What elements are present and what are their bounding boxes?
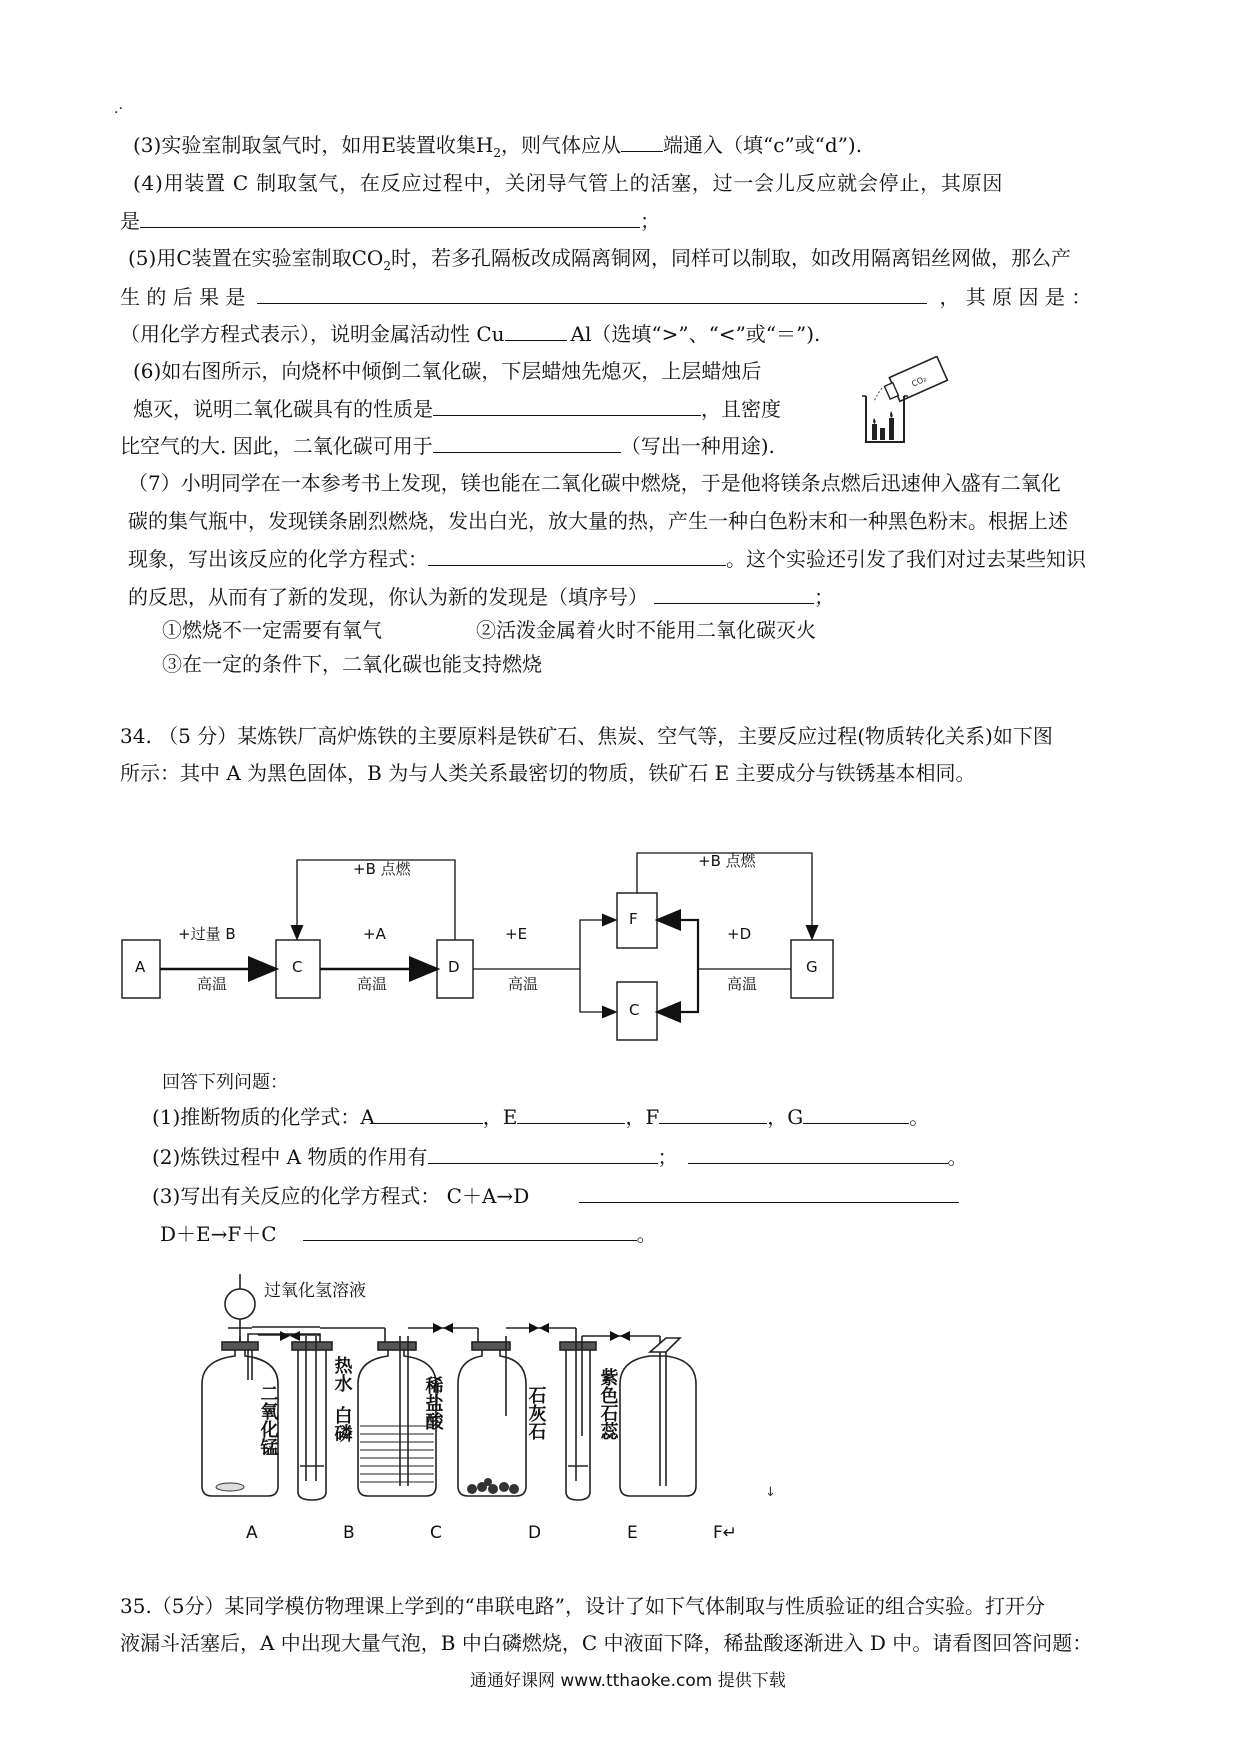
q33-part7-text-a: 现象，写出该反应的化学方程式： <box>128 547 428 571</box>
label-arrow3-top: +E <box>505 925 528 943</box>
label-arrow4-bottom: 高温 <box>727 975 758 993</box>
q33-part4-blank[interactable] <box>140 207 640 228</box>
q34-sub1-text-f: ，F <box>625 1105 660 1129</box>
q34-sub1-text-a: (1)推断物质的化学式：A <box>152 1105 375 1129</box>
q33-part7-discovery-blank[interactable] <box>654 583 814 604</box>
co2-beaker-figure <box>858 356 958 446</box>
q34-sub1-text-e: ，E <box>482 1105 518 1129</box>
q33-part5-consequence-blank[interactable] <box>257 283 927 304</box>
q33-part6-text-c: 比空气的大. 因此，二氧化碳可用于 <box>120 434 433 458</box>
apparatus-letter-B: B <box>343 1523 355 1543</box>
q33-part5-text-a: (5)用C装置在实验室制取CO <box>128 246 384 270</box>
q33-part6-line2 <box>133 395 781 422</box>
q33-part6-text-b: ，且密度 <box>701 397 781 421</box>
q33-part3-text-b: ，则气体应从 <box>501 133 622 157</box>
q33-part5-text-c: （用化学方程式表示），说明金属活动性 Cu <box>120 322 505 346</box>
tube-E <box>566 1348 590 1500</box>
q33-part6-line1: (6)如右图所示，向烧杯中倾倒二氧化碳，下层蜡烛先熄灭，上层蜡烛后 <box>133 359 762 383</box>
box-F-label: F <box>629 910 638 928</box>
q34-blank-F[interactable] <box>659 1103 767 1124</box>
co2-bottle-label: CO₂ <box>910 374 928 389</box>
page-footer: 通通好课网 www.tthaoke.com 提供下载 <box>470 1671 786 1691</box>
q33-part6-text-a: 熄灭，说明二氧化碳具有的性质是 <box>133 397 433 421</box>
q33-part5-line1 <box>128 245 1071 279</box>
q35-stem-line2: 液漏斗活塞后，A 中出现大量气泡，B 中白磷燃烧，C 中液面下降，稀盐酸逐渐进入 D 中。请看图回答问题： <box>120 1631 1093 1655</box>
apparatus-letter-C: C <box>430 1523 442 1543</box>
label-top-right: +B 点燃 <box>698 852 756 870</box>
q33-part5-text-b: 时，若多孔隔板改成隔离铜网，同样可以制取，如改用隔离铝丝网做，那么产 <box>390 246 1071 270</box>
bottle-F <box>620 1356 696 1496</box>
q33-part7-equation-blank[interactable] <box>428 545 726 566</box>
q33-part7-line2: 碳的集气瓶中，发现镁条剧烈燃烧，发出白光，放大量的热，产生一种白色粉末和一种黑色粉末。根据上述 <box>128 509 1068 533</box>
separatory-funnel <box>225 1289 255 1319</box>
q33-part3-sub: 2 <box>493 146 502 160</box>
q34-sub2-sep: ； <box>657 1145 678 1169</box>
q34-sub3-line2 <box>160 1220 657 1247</box>
q35-stem-line1: 35.（5分）某同学模仿物理课上学到的“串联电路”，设计了如下气体制取与性质验证的组合实验。打开分 <box>120 1594 1045 1618</box>
q34-prompt: 回答下列问题： <box>162 1072 288 1093</box>
q33-part7-text-b: 。这个实验还引发了我们对过去某些知识 <box>726 547 1086 571</box>
q33-part6-use-blank[interactable] <box>433 432 621 453</box>
label-top-left: +B 点燃 <box>353 860 411 878</box>
box-D-label: D <box>448 958 460 976</box>
q33-part4-end: ； <box>640 209 660 233</box>
label-arrow1-top: +过量 B <box>178 925 236 943</box>
q33-part6-property-blank[interactable] <box>433 395 701 416</box>
q33-part4-line2 <box>120 207 660 234</box>
q34-sub3 <box>152 1182 959 1209</box>
box-A-label: A <box>135 958 146 976</box>
q33-part3-blank[interactable] <box>621 131 663 152</box>
q34-stem-line2: 所示：其中 A 为黑色固体，B 为与人类关系最密切的物质，铁矿石 E 主要成分与铁锈基本相同。 <box>120 761 976 785</box>
box-C-product-label: C <box>629 1001 640 1019</box>
q33-part6-line3 <box>120 432 775 459</box>
q33-part5-line3 <box>120 320 820 347</box>
candles <box>872 411 894 440</box>
svg-text:↓: ↓ <box>765 1485 776 1500</box>
q34-sub1-end: 。 <box>909 1105 930 1129</box>
q33-option-1: ①燃烧不一定需要有氧气 <box>162 618 382 642</box>
q34-sub2-end: 。 <box>947 1145 968 1169</box>
apparatus-letter-E: E <box>627 1523 638 1543</box>
arrow-G-to-F <box>659 920 698 969</box>
q34-sub1 <box>152 1103 929 1130</box>
label-arrow4-top: +D <box>727 925 752 943</box>
box-C-label: C <box>292 958 303 976</box>
label-arrow2-top: +A <box>363 925 386 943</box>
label-hot-water: 热水 <box>331 1356 353 1392</box>
tube-B <box>298 1348 326 1500</box>
q34-blank-eq2[interactable] <box>303 1220 637 1241</box>
q33-part5-consequence-label: 生 的 后 果 是 <box>120 285 246 309</box>
label-white-phosphorus: 白磷 <box>331 1406 353 1442</box>
iron-smelting-flow-diagram <box>110 840 870 1050</box>
q33-option-3: ③在一定的条件下，二氧化碳也能支持燃烧 <box>162 652 542 676</box>
q33-part7-text-c: 的反思，从而有了新的发现，你认为新的发现是（填序号） <box>128 585 648 609</box>
q34-blank-E[interactable] <box>517 1103 625 1124</box>
q33-part5-reason-label: ， 其 原 因 是 ： <box>939 285 1092 309</box>
q34-sub2 <box>152 1143 968 1170</box>
apparatus-letter-A: A <box>246 1523 258 1543</box>
q34-stem-line1: 34. （5 分）某炼铁厂高炉炼铁的主要原料是铁矿石、焦炭、空气等，主要反应过程(物质转化关系)如下图 <box>120 724 1053 748</box>
arrow-G-to-C-product <box>659 969 698 1012</box>
bottle-D <box>458 1348 526 1496</box>
label-litmus: 紫色石蕊 <box>597 1368 619 1440</box>
q33-option-2: ②活泼金属着火时不能用二氧化碳灭火 <box>476 618 816 642</box>
co2-bottle <box>882 356 947 404</box>
q33-part3 <box>133 131 862 166</box>
label-limestone: 石灰石 <box>525 1386 547 1440</box>
q33-part7-line4 <box>128 583 834 610</box>
stray-mark: .· <box>114 101 123 117</box>
label-arrow2-bottom: 高温 <box>357 975 388 993</box>
box-G-label: G <box>806 958 818 976</box>
q33-part5-text-d: Al（选填“>”、“<”或“＝”). <box>570 322 821 346</box>
q34-sub3-text-b: D＋E→F＋C <box>160 1222 277 1246</box>
q34-blank-G[interactable] <box>803 1103 909 1124</box>
q33-part7-line1: （7）小明同学在一本参考书上发现，镁也能在二氧化碳中燃烧，于是他将镁条点燃后迅速伸入盛有二氧化 <box>128 471 1061 495</box>
q33-part5-compare-blank[interactable] <box>505 320 567 341</box>
q34-blank-role2[interactable] <box>688 1143 948 1164</box>
q34-sub3-end: 。 <box>636 1222 657 1246</box>
arrow-to-F <box>580 920 615 969</box>
q34-sub1-text-g: ，G <box>767 1105 804 1129</box>
q33-part7-line3 <box>128 545 1086 572</box>
label-arrow1-bottom: 高温 <box>197 975 228 993</box>
apparatus-letter-D: D <box>528 1523 542 1543</box>
q33-part7-end: ； <box>814 585 834 609</box>
q34-sub3-text-a: (3)写出有关反应的化学方程式： C＋A→D <box>152 1184 530 1208</box>
q34-blank-role1[interactable] <box>428 1143 658 1164</box>
q33-part5-sub: 2 <box>383 259 391 273</box>
q33-part3-text-a: (3)实验室制取氢气时，如用E装置收集H <box>133 133 494 157</box>
label-dilute-hcl: 稀盐酸 <box>422 1376 444 1430</box>
q33-part6-text-d: （写出一种用途). <box>620 434 775 458</box>
q34-blank-eq1[interactable] <box>579 1182 959 1203</box>
label-hydrogen-peroxide: 过氧化氢溶液 <box>264 1281 366 1301</box>
q34-sub2-text-a: (2)炼铁过程中 A 物质的作用有 <box>152 1145 428 1169</box>
arrow-to-C-product <box>580 969 615 1012</box>
label-mno2: 二氧化锰 <box>257 1384 279 1456</box>
q34-blank-A[interactable] <box>375 1103 483 1124</box>
gas-apparatus-figure <box>200 1256 780 1506</box>
label-arrow3-bottom: 高温 <box>508 975 539 993</box>
q33-part3-text-c: 端通入（填“c”或“d”). <box>663 133 863 157</box>
q33-part4-line1: (4)用装置 C 制取氢气，在反应过程中，关闭导气管上的活塞，过一会儿反应就会停止，其原因 <box>133 171 1004 195</box>
q33-part5-line2 <box>120 283 1091 310</box>
apparatus-letter-F: F↵ <box>713 1523 738 1543</box>
q33-part4-label: 是 <box>120 209 140 233</box>
